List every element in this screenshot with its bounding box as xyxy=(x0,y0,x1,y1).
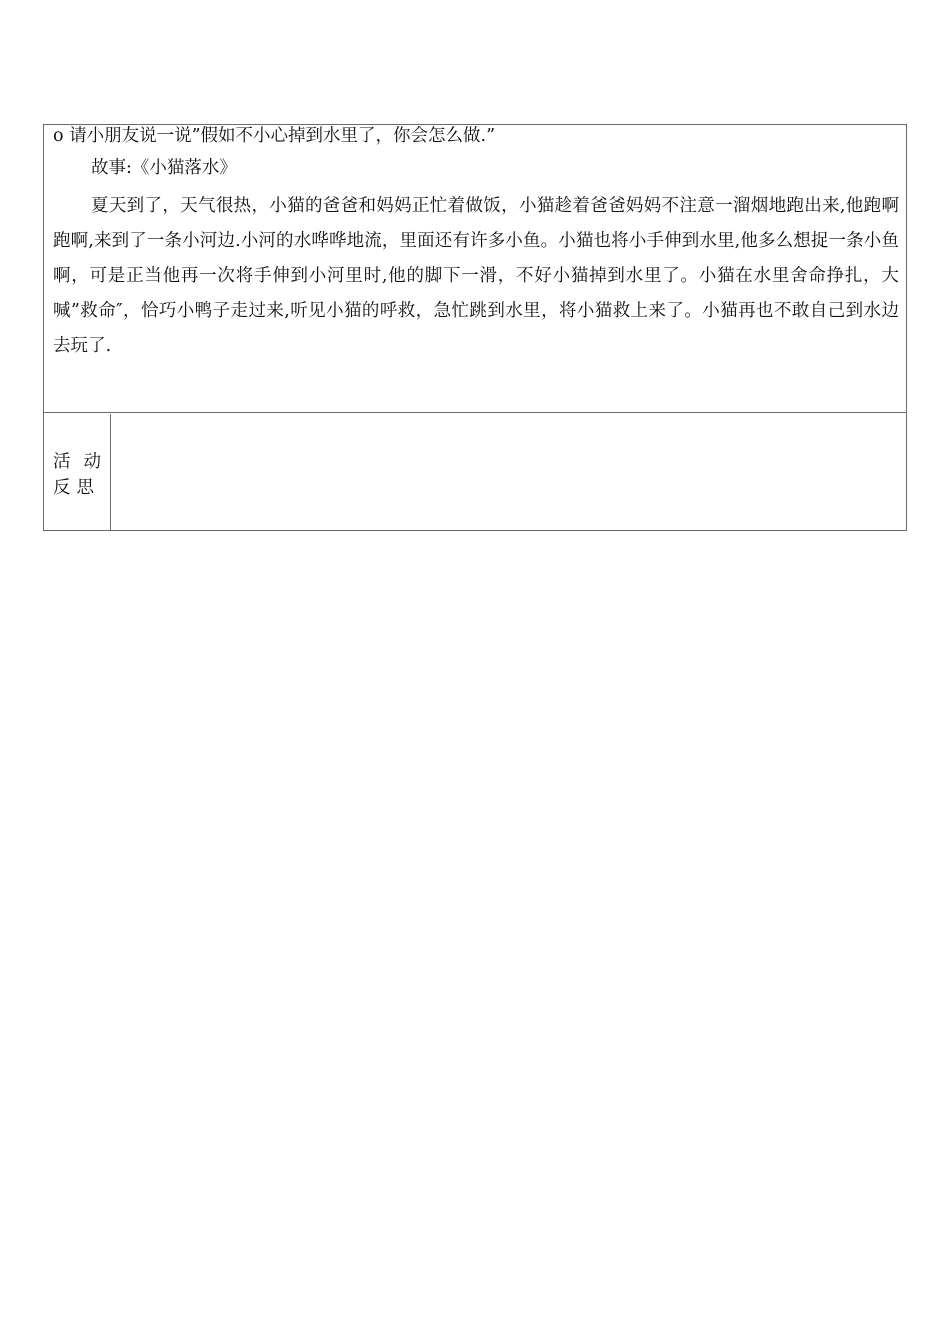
discussion-question: o 请小朋友说一说”假如不小心掉到水里了，你会怎么做.” xyxy=(53,126,496,146)
reflection-label-line2: 反思 xyxy=(53,478,100,498)
story-cell xyxy=(44,125,906,413)
story-paragraph: 夏天到了，天气很热，小猫的爸爸和妈妈正忙着做饭，小猫趁着爸爸妈妈不注意一溜烟地跑出来,他跑啊跑啊,来到了一条小河边.小河的水哗哗地流，里面还有许多小鱼。小猫也将小手伸到水里,他多么想捉一条小鱼啊，可是正当他再一次将手伸到小河里时,他的脚下一滑，不好小猫掉到水里了。小猫在水里舍命挣扎，大喊”救命″，恰巧小鸭子走过来,听见小猫的呼救，急忙跳到水里，将小猫救上来了。小猫再也不敢自己到水边去玩了. xyxy=(53,196,899,356)
reflection-label-line1: 活动 xyxy=(53,452,114,472)
activity-reflection-content xyxy=(111,414,906,530)
story-title: 故事:《小猫落水》 xyxy=(91,158,237,178)
lesson-table xyxy=(43,124,907,531)
activity-reflection-label xyxy=(44,414,114,530)
